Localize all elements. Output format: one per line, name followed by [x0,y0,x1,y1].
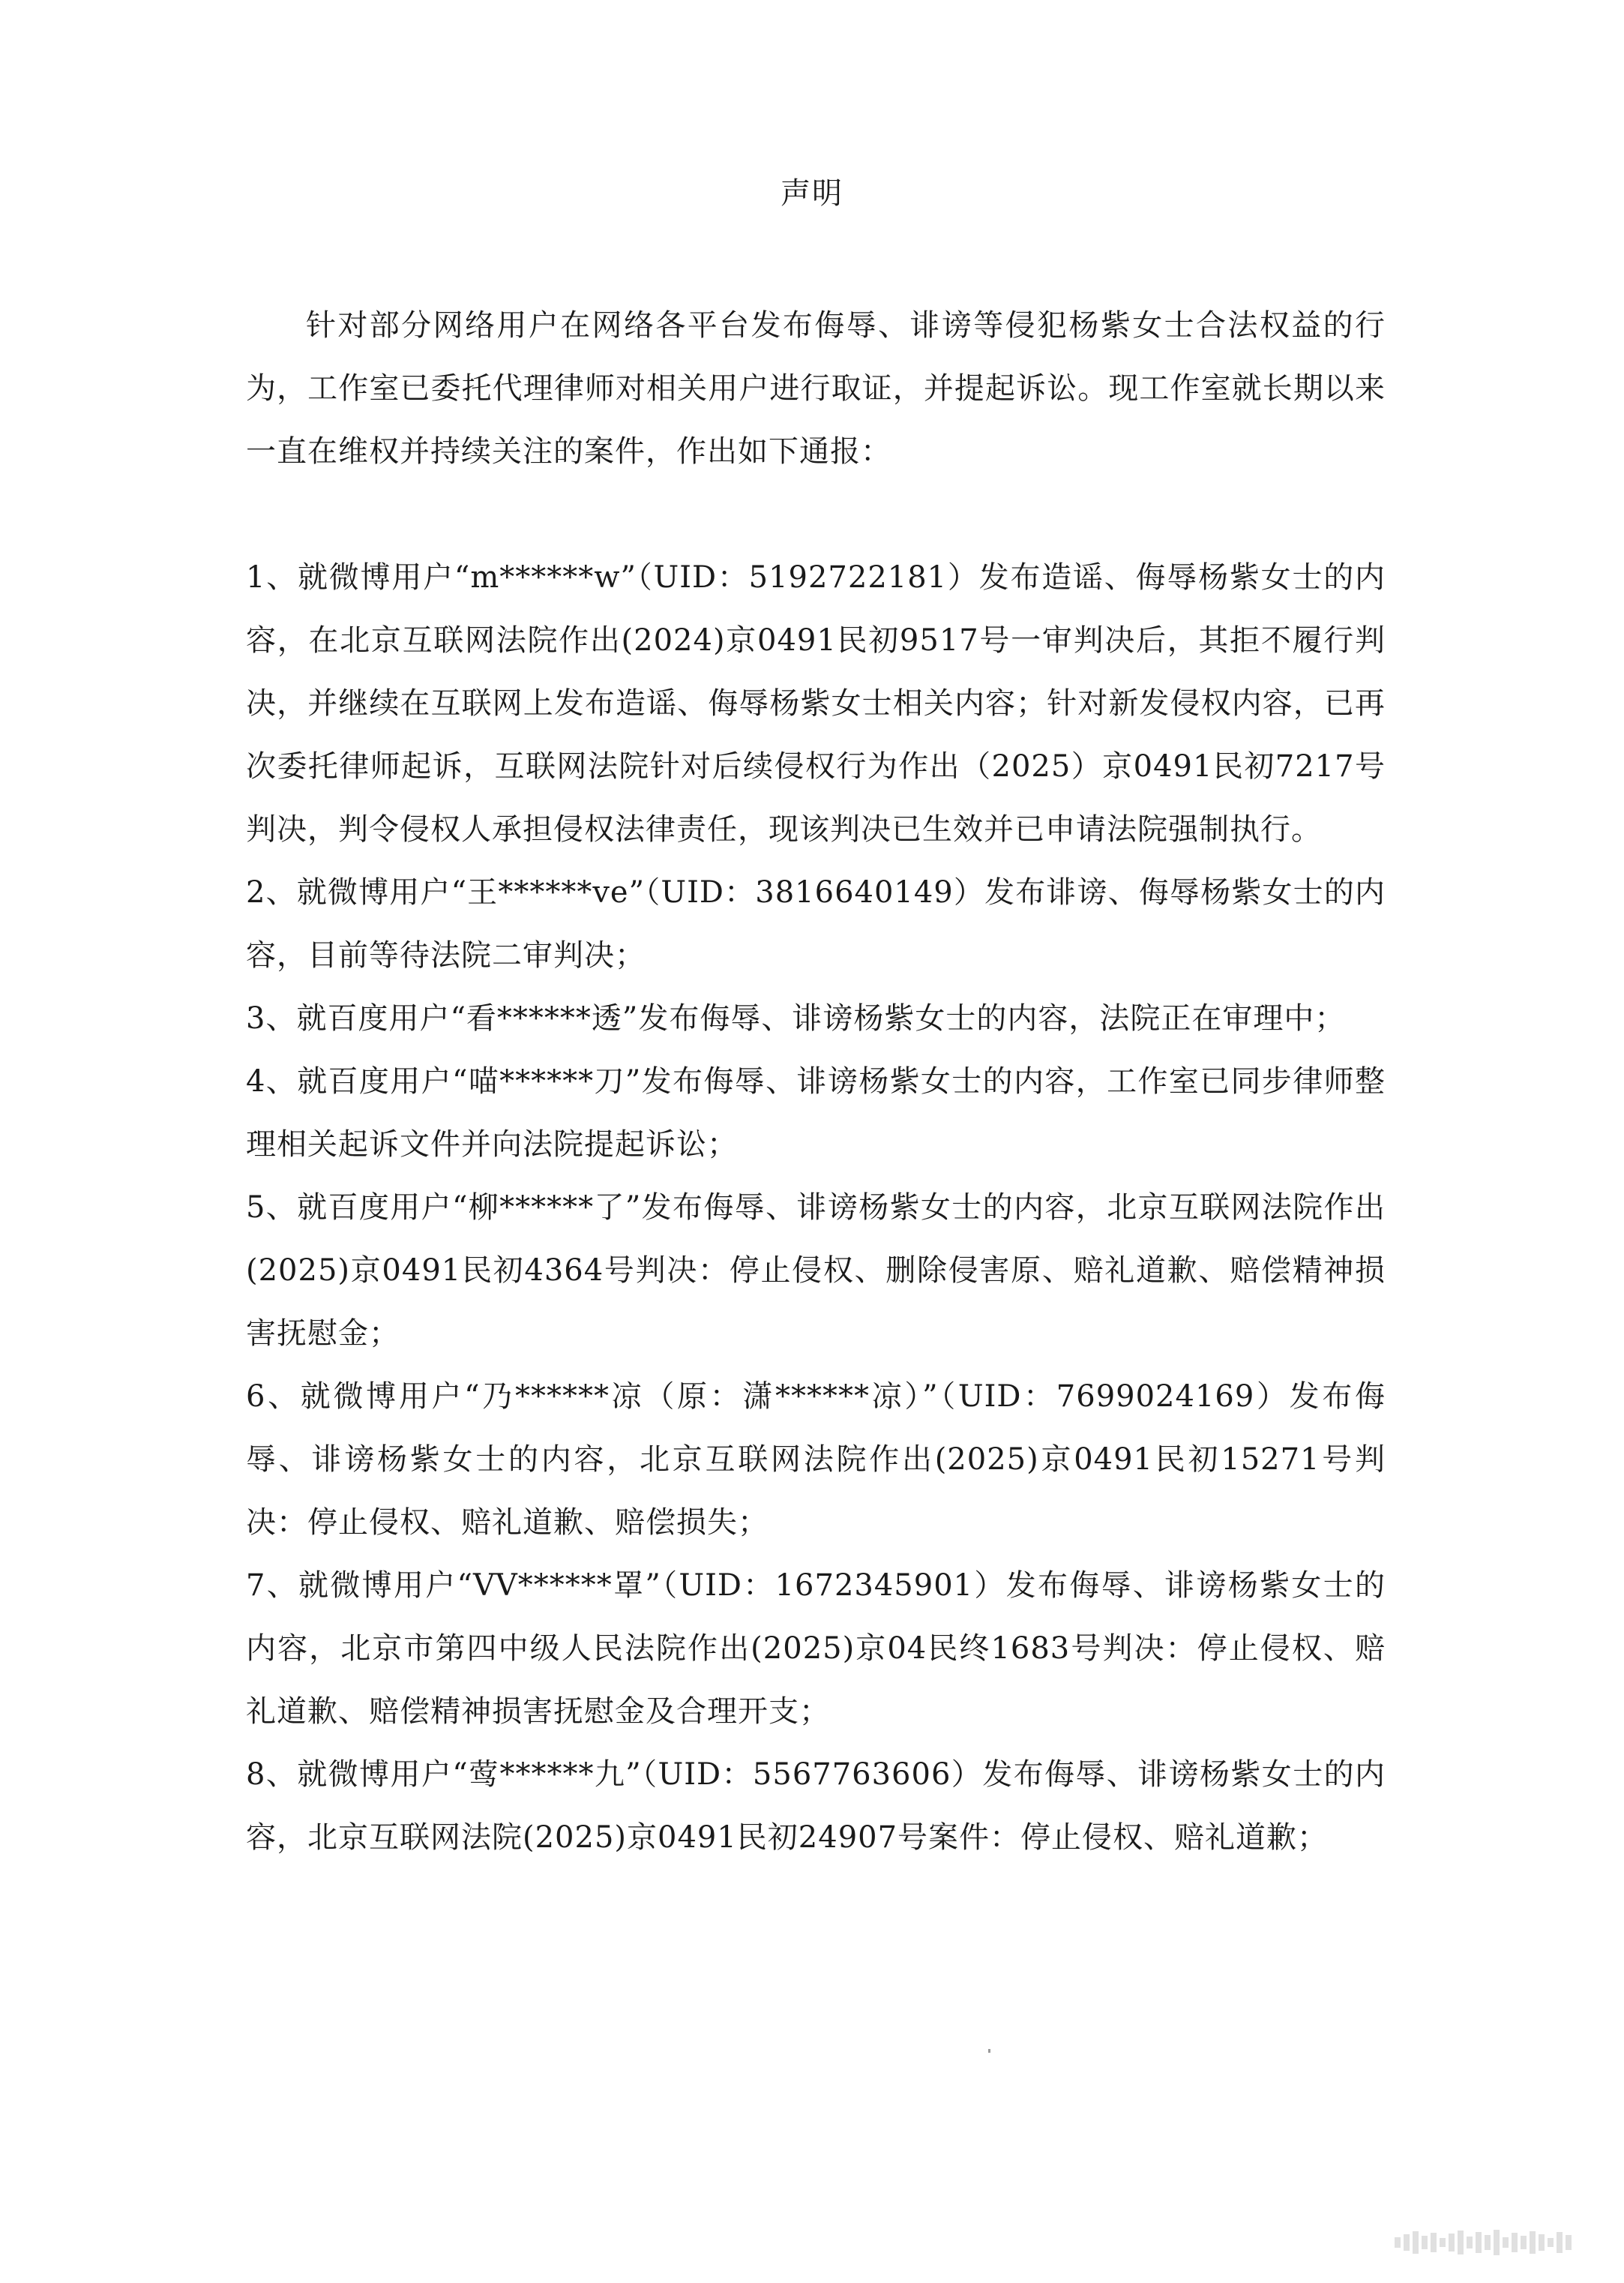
watermark-icon [1395,2228,1597,2258]
case-item-5: 5、就百度用户“柳******了”发布侮辱、诽谤杨紫女士的内容，北京互联网法院作出(2025)京0491民初4364号判决：停止侵权、删除侵害原、赔礼道歉、赔偿精神损害抚慰金； [246,1190,1386,1351]
case-item-2: 2、就微博用户“王******ve”（UID：3816640149）发布诽谤、侮辱杨紫女士的内容，目前等待法院二审判决； [246,875,1386,973]
scan-speck [988,2049,990,2053]
case-item-1: 1、就微博用户“m******w”（UID：5192722181）发布造谣、侮辱杨紫女士的内容，在北京互联网法院作出(2024)京0491民初9517号一审判决后，其拒不履行判决，并继续在互联网上发布造谣、侮辱杨紫女士相关内容；针对新发侵权内容，已再次委托律师起诉，互联网法院针对后续侵权行为作出（2025）京0491民初7217号判决，判令侵权人承担侵权法律责任，现该判决已生效并已申请法院强制执行。 [246,560,1386,847]
case-item-6: 6、就微博用户“乃******凉（原：潇******凉）”（UID：7699024169）发布侮辱、诽谤杨紫女士的内容，北京互联网法院作出(2025)京0491民初15271号判决：停止侵权、赔礼道歉、赔偿损失； [246,1379,1386,1540]
intro-paragraph: 针对部分网络用户在网络各平台发布侮辱、诽谤等侵犯杨紫女士合法权益的行为，工作室已委托代理律师对相关用户进行取证，并提起诉讼。现工作室就长期以来一直在维权并持续关注的案件，作出如下通报： [246,308,1386,469]
case-item-3: 3、就百度用户“看******透”发布侮辱、诽谤杨紫女士的内容，法院正在审理中； [246,1001,1346,1036]
case-item-4: 4、就百度用户“喵******刀”发布侮辱、诽谤杨紫女士的内容，工作室已同步律师整理相关起诉文件并向法院提起诉讼； [246,1064,1386,1162]
document-title: 声明 [781,176,843,211]
document-body [246,294,1386,1869]
case-item-7: 7、就微博用户“VV******罩”（UID：1672345901）发布侮辱、诽谤杨紫女士的内容，北京市第四中级人民法院作出(2025)京04民终1683号判决：停止侵权、赔礼道歉、赔偿精神损害抚慰金及合理开支； [246,1568,1386,1729]
case-item-8: 8、就微博用户“莺******九”（UID：5567763606）发布侮辱、诽谤杨紫女士的内容，北京互联网法院(2025)京0491民初24907号案件：停止侵权、赔礼道歉； [246,1757,1386,1855]
